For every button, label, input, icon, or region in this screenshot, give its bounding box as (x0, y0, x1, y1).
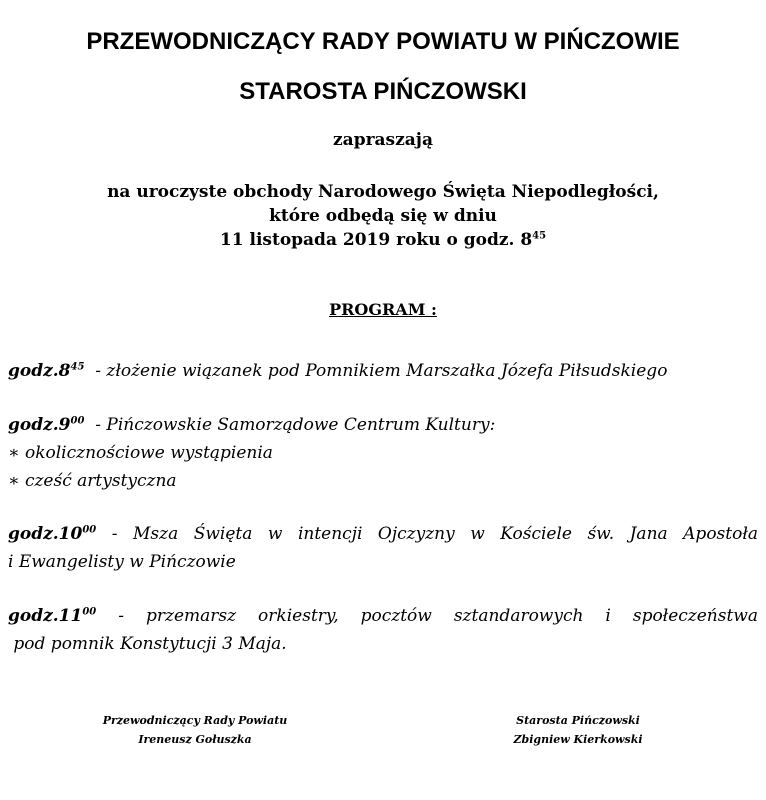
header-title-line2: STAROSTA PIŃCZOWSKI (239, 78, 527, 105)
program-item-1-time: godz.8 (8, 361, 71, 381)
program-item-2-bullet-1: ∗ okolicznościowe wystąpienia (8, 443, 273, 463)
program-item-1-text: - złożenie wiązanek pod Pomnikiem Marszałka Józefa Piłsudskiego (84, 361, 668, 381)
invite-time-minutes: 45 (532, 230, 547, 242)
program-item-3-time: godz.10 (8, 524, 83, 544)
program-heading: PROGRAM : (329, 300, 437, 319)
program-item-2-bullet-2: ∗ cześć artystyczna (8, 471, 177, 491)
program-item-2-time: godz.9 (8, 415, 71, 435)
header-invite-verb: zapraszają (333, 130, 433, 150)
program-item-4 (8, 602, 758, 631)
invite-date-time: 11 listopada 2019 roku o godz. 8 (219, 230, 533, 250)
program-item-4-time: godz.11 (8, 606, 83, 626)
signature-left-role: Przewodniczący Rady Powiatu (102, 714, 288, 727)
program-item-4-minutes: 00 (82, 606, 97, 618)
program-item-1-minutes: 45 (70, 361, 85, 373)
signature-right-name: Zbigniew Kierkowski (513, 733, 643, 746)
signature-left (85, 711, 305, 749)
signature-right (488, 711, 668, 749)
program-item-3-continuation: i Ewangelisty w Pińczowie (8, 552, 236, 572)
program-item-3 (8, 520, 758, 549)
program-item-4-text: - przemarsz orkiestry, pocztów sztandarowych i społeczeństwa (96, 606, 758, 626)
signature-left-name: Ireneusz Gołuszka (138, 733, 252, 746)
program-item-2 (8, 411, 495, 440)
program-item-3-minutes: 00 (82, 524, 97, 536)
program-item-1 (8, 357, 667, 386)
program-item-3-text: - Msza Święta w intencji Ojczyzny w Kościele św. Jana Apostoła (96, 524, 758, 544)
header-title-line1: PRZEWODNICZĄCY RADY POWIATU W PIŃCZOWIE (86, 28, 680, 55)
signature-right-role: Starosta Pińczowski (516, 714, 640, 727)
program-item-2-text: - Pińczowskie Samorządowe Centrum Kultury: (84, 415, 496, 435)
invite-line2: które odbędą się w dniu (269, 206, 497, 226)
program-item-4-continuation: pod pomnik Konstytucji 3 Maja. (8, 634, 287, 654)
invite-line1: na uroczyste obchody Narodowego Święta Niepodległości, (107, 182, 659, 202)
invite-line3 (0, 228, 766, 252)
program-item-2-minutes: 00 (70, 415, 85, 427)
